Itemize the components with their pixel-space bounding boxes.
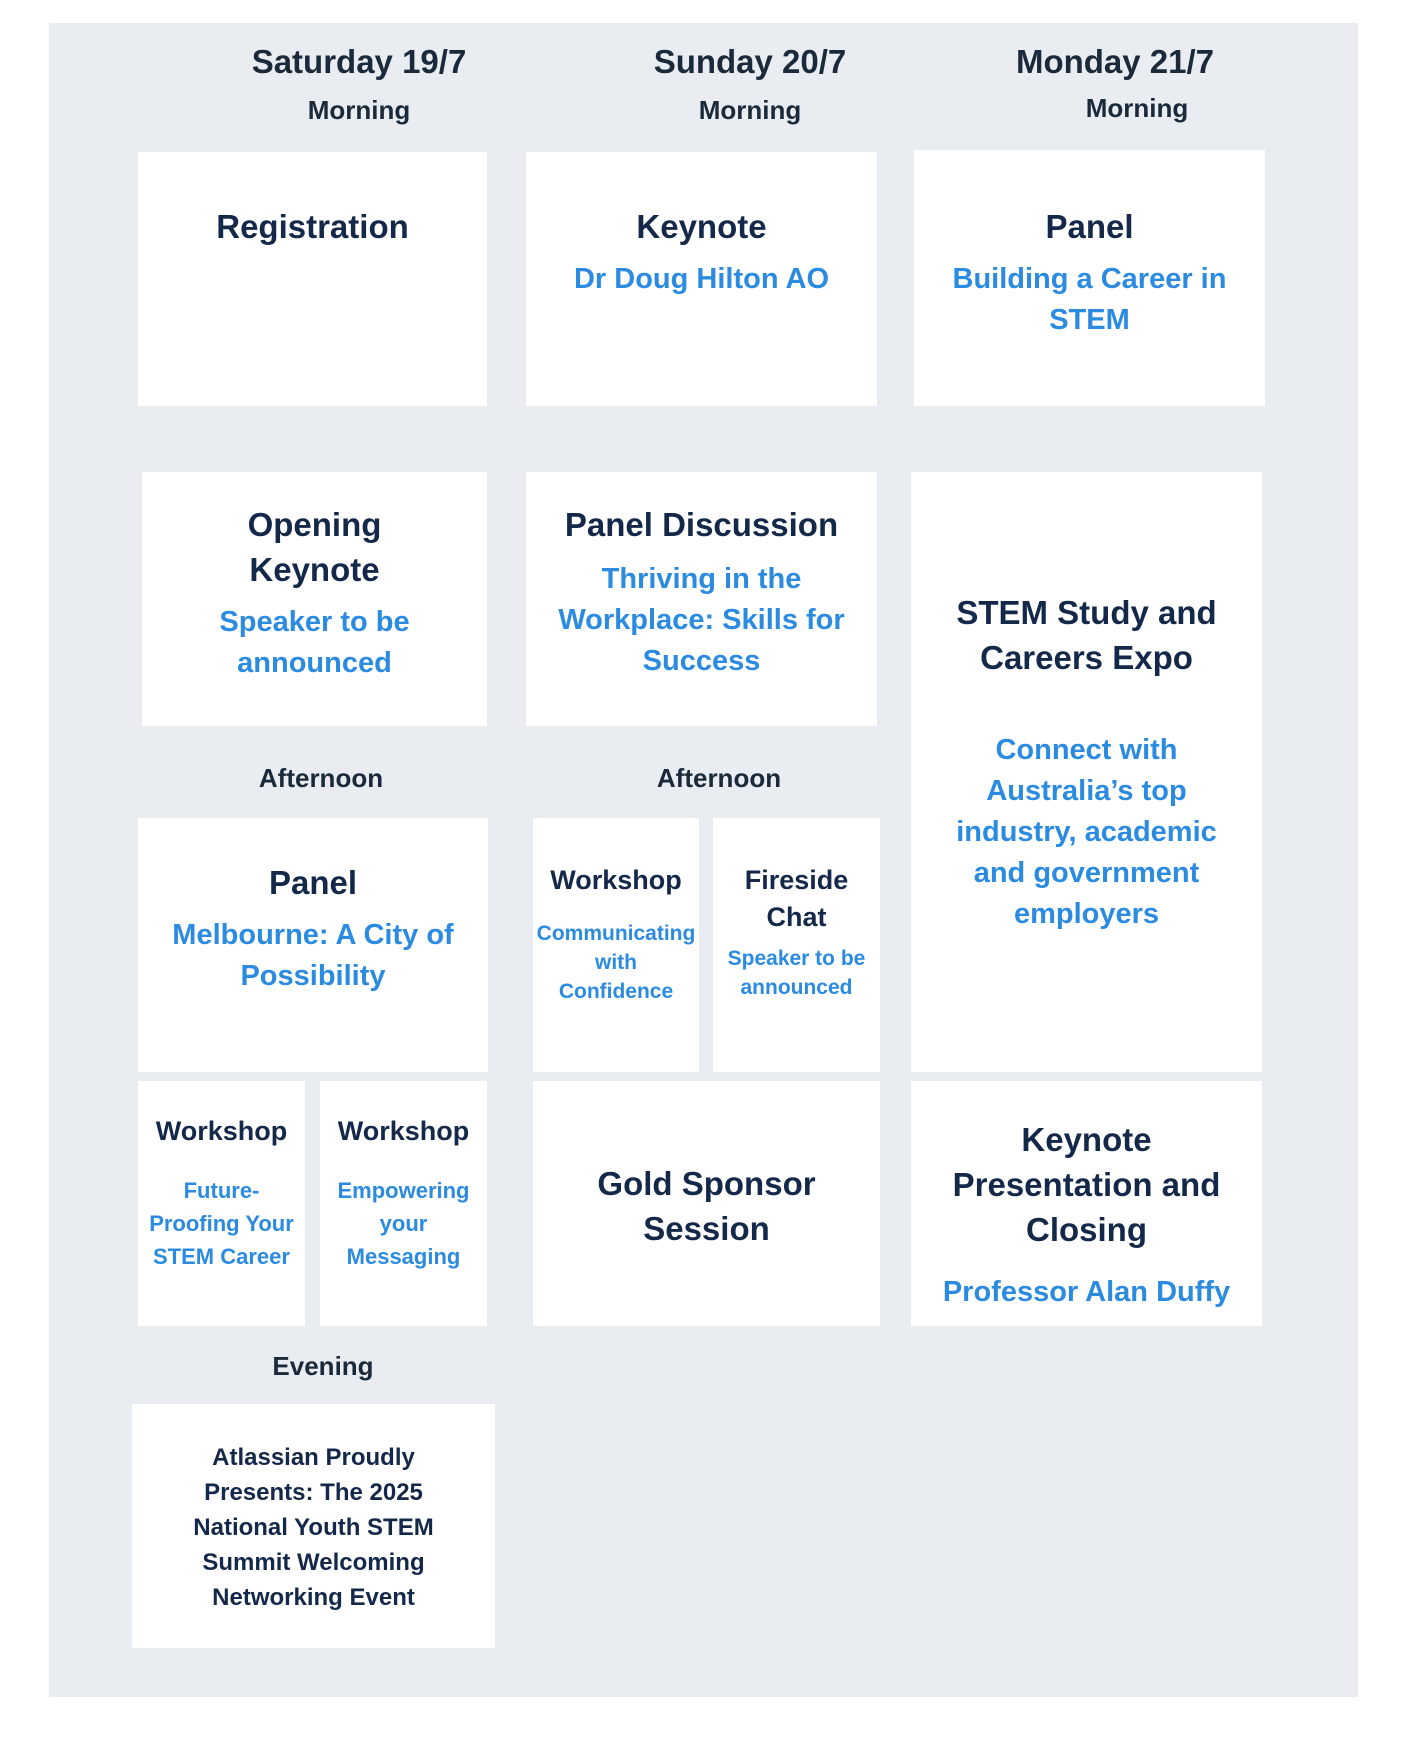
session-subtitle: Connect with Australia’s top industry, academic and government employers bbox=[956, 734, 1217, 930]
schedule-board bbox=[49, 23, 1358, 1697]
session-title: STEM Study and Careers Expo bbox=[956, 594, 1217, 676]
session-title: Panel bbox=[268, 864, 358, 901]
period-sunday-afternoon: Afternoon bbox=[656, 763, 782, 793]
session-subtitle: Future-Proofing Your STEM Career bbox=[149, 1178, 294, 1269]
session-workshop-future-proofing bbox=[138, 1081, 305, 1326]
session-title: Keynote Presentation and Closing bbox=[952, 1121, 1221, 1248]
session-keynote-closing bbox=[911, 1081, 1262, 1326]
period-saturday-evening: Evening bbox=[272, 1351, 374, 1381]
session-fireside-chat bbox=[713, 818, 880, 1072]
session-workshop-communicating bbox=[533, 818, 699, 1072]
day-header-saturday: Saturday 19/7 bbox=[251, 43, 467, 80]
session-title: Registration bbox=[216, 208, 409, 245]
session-stem-expo bbox=[911, 472, 1262, 1072]
session-title: Panel Discussion bbox=[564, 506, 839, 543]
session-title: Workshop bbox=[550, 865, 682, 895]
session-panel-career bbox=[914, 150, 1265, 406]
session-title: Panel bbox=[1045, 208, 1134, 245]
session-registration bbox=[138, 152, 487, 406]
session-panel-discussion bbox=[526, 472, 877, 726]
period-saturday-afternoon: Afternoon bbox=[258, 763, 384, 793]
session-title: Opening Keynote bbox=[247, 506, 382, 588]
period-saturday-morning: Morning bbox=[307, 95, 411, 125]
period-sunday-morning: Morning bbox=[698, 95, 802, 125]
session-workshop-empowering bbox=[320, 1081, 487, 1326]
session-title: Fireside Chat bbox=[744, 865, 849, 932]
session-subtitle: Speaker to be announced bbox=[727, 947, 866, 999]
session-evening-networking bbox=[132, 1404, 495, 1648]
session-subtitle: Professor Alan Duffy bbox=[942, 1276, 1231, 1308]
session-title: Keynote bbox=[636, 208, 767, 245]
session-gold-sponsor bbox=[533, 1081, 880, 1326]
session-title: Workshop bbox=[337, 1116, 470, 1146]
session-keynote-hilton bbox=[526, 152, 877, 406]
session-title: Atlassian Proudly Presents: The 2025 National Youth STEM Summit Welcoming Networking Event bbox=[193, 1444, 434, 1611]
session-subtitle: Melbourne: A City of Possibility bbox=[172, 919, 454, 992]
session-title: Workshop bbox=[155, 1116, 288, 1146]
session-subtitle: Communicating with Confidence bbox=[536, 922, 696, 1003]
day-header-monday: Monday 21/7 bbox=[1015, 43, 1215, 80]
day-header-sunday: Sunday 20/7 bbox=[653, 43, 847, 80]
period-monday-morning: Morning bbox=[1085, 93, 1189, 123]
session-subtitle: Speaker to be announced bbox=[219, 606, 410, 679]
session-title: Gold Sponsor Session bbox=[597, 1165, 816, 1247]
session-panel-melbourne bbox=[138, 818, 488, 1072]
session-opening-keynote bbox=[142, 472, 487, 726]
session-subtitle: Empowering your Messaging bbox=[337, 1178, 470, 1269]
session-subtitle: Thriving in the Workplace: Skills for Success bbox=[558, 563, 845, 677]
session-subtitle: Dr Doug Hilton AO bbox=[573, 263, 830, 295]
session-subtitle: Building a Career in STEM bbox=[952, 263, 1227, 336]
